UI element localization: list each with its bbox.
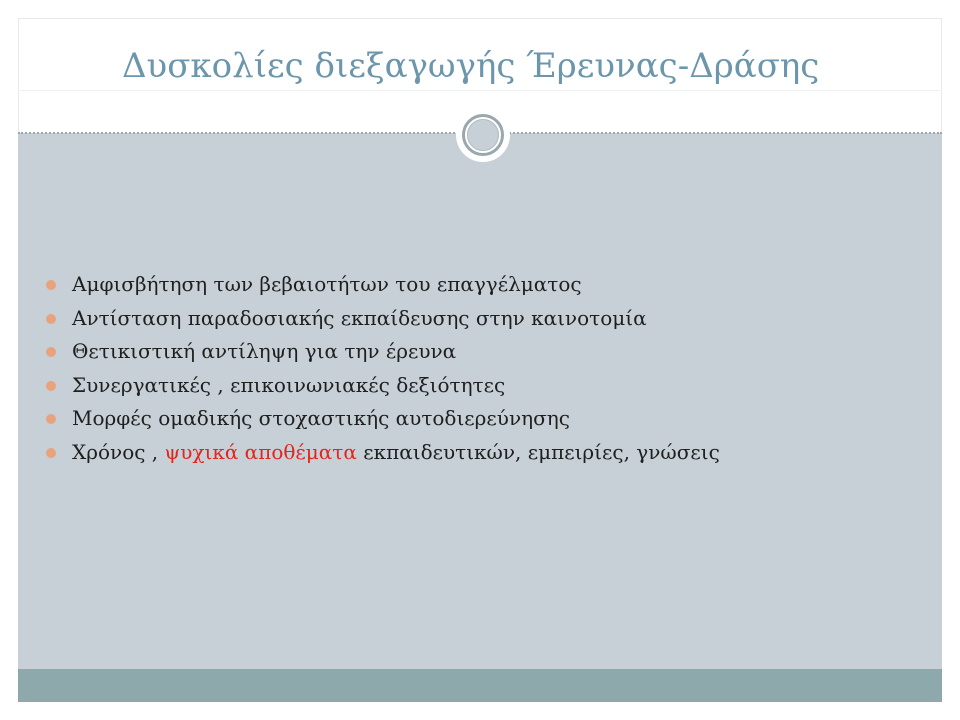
slide-title: Δυσκολίες διεξαγωγής Έρευνας-Δράσης [122,46,820,86]
bullet-text: Αμφισβήτηση των βεβαιοτήτων του επαγγέλματος [72,272,582,296]
list-item [42,268,720,302]
bullet-text: Θετικιστική αντίληψη για την έρευνα [72,339,457,364]
dot-bullet-icon [46,414,56,424]
list-item [42,402,720,436]
bullet-text-highlight: ψυχικά αποθέματα [164,439,357,464]
dot-bullet-icon [46,448,56,458]
list-item [42,436,720,470]
bullet-text: Μορφές ομαδικής στοχαστικής αυτοδιερεύνησης [72,406,570,431]
footer-bar [18,669,942,702]
bullet-text-pre: Χρόνος , [72,439,165,464]
dot-bullet-icon [46,280,56,290]
dot-bullet-icon [46,347,56,357]
emblem-core [467,119,499,151]
dot-bullet-icon [46,381,56,391]
title-divider [18,90,942,91]
bullet-list [42,268,720,470]
bullet-text: Αντίσταση παραδοσιακής εκπαίδευσης στην καινοτομία [72,305,647,330]
list-item [42,302,720,336]
dot-bullet-icon [46,314,56,324]
bullet-text-post: εκπαιδευτικών, εμπειρίες, γνώσεις [356,439,720,464]
circle-emblem-icon [456,108,510,162]
list-item [42,335,720,369]
bullet-text: Συνεργατικές , επικοινωνιακές δεξιότητες [72,372,506,397]
list-item [42,369,720,403]
